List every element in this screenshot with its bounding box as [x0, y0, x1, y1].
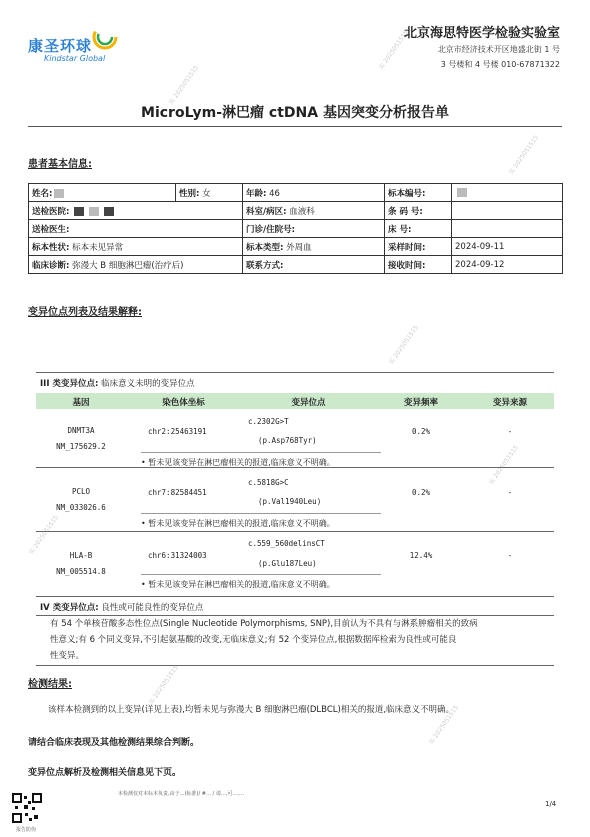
transcript: NM_033026.6: [56, 503, 106, 512]
gene-name: HLA-B: [69, 551, 93, 560]
barcode-label: 条 码 号:: [388, 206, 423, 217]
patient-info-table: [28, 183, 563, 274]
divider: [36, 665, 554, 666]
dept-label: 科室/病区:: [246, 206, 287, 217]
report-title: MicroLym-淋巴瘤 ctDNA 基因突变分析报告单: [141, 105, 449, 121]
sample-trait-label: 标本性状:: [32, 242, 70, 253]
variant-note: • 暂未见该变异在淋巴瘤相关的报道,临床意义不明确。: [141, 580, 335, 589]
collect-time-value: 2024-09-11: [455, 241, 505, 252]
sample-trait-value: 标本未见异常: [72, 242, 124, 253]
section-title-patient: 患者基本信息:: [28, 159, 92, 170]
chrom-coord: chr2:25463191: [148, 427, 207, 436]
variant-cdna: c.2302G>T: [248, 417, 289, 426]
results-text: 该样本检测到的以上变异(详见上表),均暂未见与弥漫大 B 细胞淋巴瘤(DLBCL)相关的报道,临床意义不明确。: [48, 705, 455, 715]
divider: [28, 126, 562, 127]
table-row: [36, 469, 554, 533]
receive-time-value: 2024-09-12: [455, 259, 505, 270]
age-value: 46: [269, 188, 280, 199]
disclaimer: 本检测仅对本标本负责,由于…(标准)/ #… / 请…,可…,…: [118, 791, 244, 797]
variant-table-header: [36, 393, 554, 409]
variant-frequency: 12.4%: [409, 551, 433, 560]
clinical-note: 请结合临床表现及其他检测结果综合判断。: [28, 738, 200, 748]
watermark: 实 2025051515: [147, 664, 180, 706]
variant-protein: (p.Asp768Tyr): [258, 436, 317, 445]
watermark: 实 2025051515: [27, 514, 60, 556]
divider: [36, 372, 554, 373]
logo-subtitle: Kindstar Global: [44, 54, 106, 63]
address-line: 北京市经济技术开区地盛北街 1 号: [437, 45, 560, 54]
gender-label: 性别:: [179, 188, 200, 199]
watermark: 实 2025051515: [427, 704, 460, 746]
variant-cdna: c.5818G>C: [248, 478, 289, 487]
divider: [36, 467, 554, 468]
clinic-no-label: 门诊/住院号:: [246, 224, 296, 235]
diagnosis-value: 弥漫大 B 细胞淋巴瘤(治疗后): [72, 260, 184, 271]
divider: [141, 513, 381, 514]
class4-description: [50, 616, 555, 664]
logo-icon: [92, 24, 118, 50]
variant-source: -: [507, 427, 513, 436]
gender-value: 女: [202, 188, 211, 199]
text-line: 有 54 个单核苷酸多态性位点(Single Nucleotide Polymorphisms, SNP),目前认为不具有与淋系肿瘤相关的致病: [50, 619, 478, 629]
column-header: 染色体坐标: [162, 398, 205, 408]
text-line: 性变异。: [50, 651, 85, 661]
watermark: 实 2025051515: [377, 29, 410, 71]
bed-label: 床 号:: [388, 224, 412, 235]
sample-no-label: 标本编号:: [388, 188, 426, 199]
watermark: 实 2025051515: [487, 444, 520, 486]
divider: [141, 574, 381, 575]
variant-note: • 暂未见该变异在淋巴瘤相关的报道,临床意义不明确。: [141, 519, 335, 528]
class3-title: III 类变异位点: 临床意义未明的变异位点: [40, 379, 195, 389]
variant-source: -: [507, 488, 513, 497]
table-row: [36, 533, 554, 597]
name-label: 姓名:: [32, 188, 53, 199]
transcript: NM_005514.8: [56, 567, 106, 576]
lab-address: [438, 42, 560, 72]
redacted-block: [74, 207, 84, 216]
variant-protein: (p.Glu187Leu): [258, 559, 317, 568]
column-header: 变异位点: [291, 398, 326, 408]
hospital-label: 送检医院:: [32, 206, 70, 217]
divider: [36, 531, 554, 532]
watermark: 实 2025051515: [167, 64, 200, 106]
column-header: 变异频率: [403, 398, 438, 408]
next-page-note: 变异位点解析及检测相关信息见下页。: [28, 768, 182, 778]
receive-time-label: 接收时间:: [388, 260, 426, 271]
divider: [141, 452, 381, 453]
doctor-label: 送检医生:: [32, 224, 70, 235]
qr-code-icon: [12, 793, 42, 823]
redacted-block: [104, 207, 114, 216]
dept-value: 血液科: [289, 206, 315, 217]
page-number: 1/4: [545, 800, 557, 808]
contact-label: 联系方式:: [246, 260, 284, 271]
diagnosis-label: 临床诊断:: [32, 260, 70, 271]
divider: [36, 596, 554, 597]
transcript: NM_175629.2: [56, 442, 106, 451]
address-line: 3 号楼和 4 号楼 010-67871322: [440, 60, 560, 69]
column-header: 基因: [72, 398, 90, 408]
sample-type-label: 标本类型:: [246, 242, 284, 253]
redacted-block: [457, 188, 467, 197]
gene-name: DNMT3A: [67, 426, 95, 435]
variant-protein: (p.Val1940Leu): [258, 497, 322, 506]
variant-frequency: 0.2%: [411, 488, 431, 497]
lab-name: 北京海思特医学检验实验室: [403, 26, 560, 41]
text-line: 性意义;有 6 个同义变异,不引起氨基酸的改变,无临床意义;有 52 个变异位点,根据数据库检索为良性或可能良: [50, 635, 457, 645]
redacted-block: [54, 189, 64, 198]
section-title-results: 检测结果:: [28, 679, 72, 690]
redacted-block: [89, 207, 99, 216]
section-title-variants: 变异位点列表及结果解释:: [28, 307, 142, 318]
variant-source: -: [507, 551, 513, 560]
sample-type-value: 外周血: [286, 242, 312, 253]
variant-frequency: 0.2%: [411, 427, 431, 436]
logo-text: 康圣环球: [28, 37, 93, 55]
column-header: 变异来源: [492, 398, 527, 408]
gene-name: PCLO: [71, 487, 91, 496]
chrom-coord: chr7:82584451: [148, 488, 207, 497]
variant-cdna: c.559_560delinsCT: [248, 539, 325, 548]
variant-note: • 暂未见该变异在淋巴瘤相关的报道,临床意义不明确。: [141, 458, 335, 467]
watermark: 实 2025051515: [387, 324, 420, 366]
class4-title: IV 类变异位点: 良性或可能良性的变异位点: [40, 603, 204, 613]
age-label: 年龄:: [246, 188, 267, 199]
collect-time-label: 采样时间:: [388, 242, 426, 253]
watermark: 实 2025051515: [507, 134, 540, 176]
qr-caption: 报告防伪: [16, 827, 37, 833]
chrom-coord: chr6:31324003: [148, 551, 207, 560]
